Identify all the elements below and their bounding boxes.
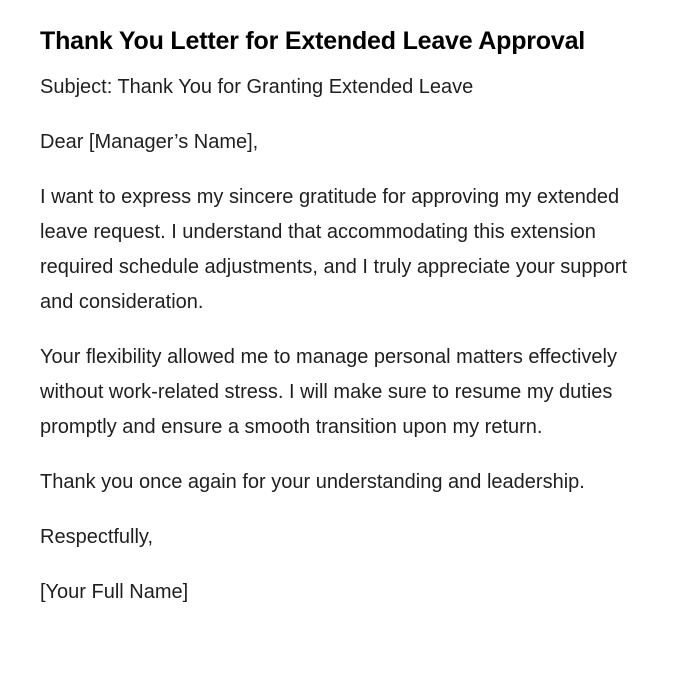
letter-closing: Respectfully, bbox=[40, 526, 154, 548]
letter-signature: [Your Full Name] bbox=[40, 581, 189, 603]
letter-title: Thank You Letter for Extended Leave Approval bbox=[40, 27, 586, 55]
letter-paragraph-1: I want to express my sincere gratitude for approving my extended leave request. I understand that accommodating this extension required schedule adjustments, and I truly appreciate your support and consideration. bbox=[40, 186, 628, 313]
letter-document bbox=[40, 24, 660, 610]
letter-paragraph-3: Thank you once again for your understanding and leadership. bbox=[40, 471, 585, 493]
letter-subject: Subject: Thank You for Granting Extended Leave bbox=[40, 76, 474, 98]
letter-salutation: Dear [Manager’s Name], bbox=[40, 131, 259, 153]
letter-paragraph-2: Your flexibility allowed me to manage personal matters effectively without work-related stress. I will make sure to resume my duties promptly and ensure a smooth transition upon my return. bbox=[40, 346, 617, 438]
